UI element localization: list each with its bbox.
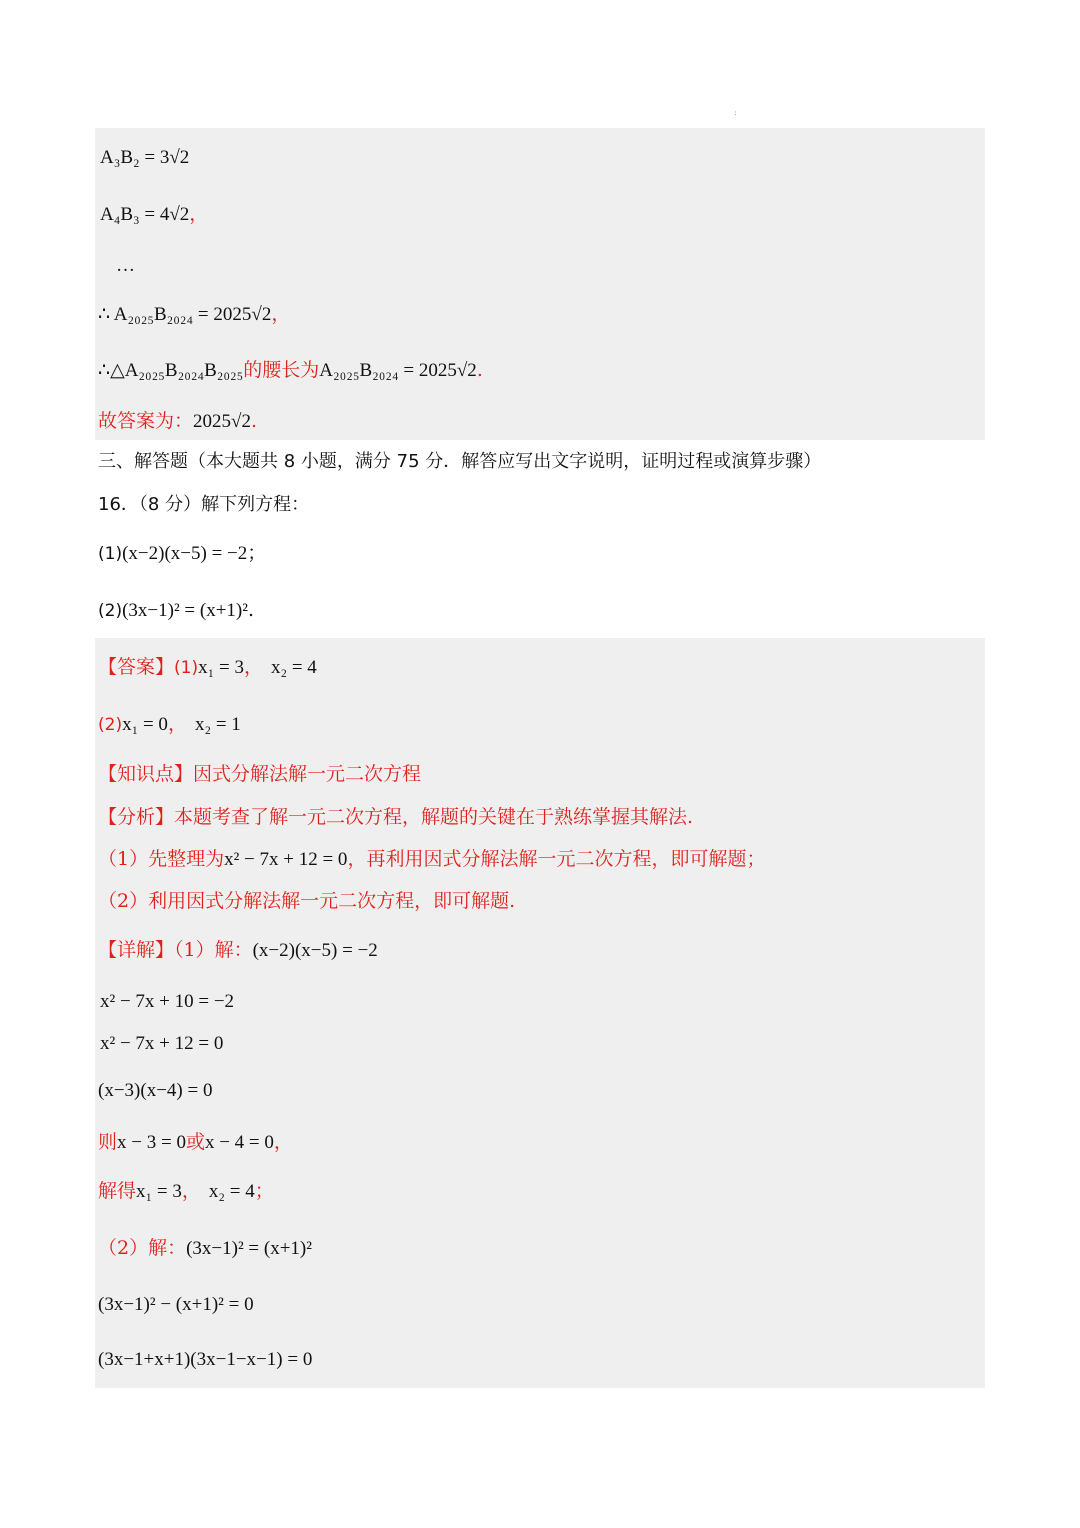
comma: ， [243, 656, 263, 678]
step-solution-pre: 解得 [98, 1180, 137, 1202]
question-16: 16．（8 分）解下列方程： [98, 494, 310, 515]
semicolon: ； [254, 1180, 274, 1202]
period: . [250, 410, 257, 432]
answer-x2: x₂ = 4 [270, 657, 317, 678]
solution-box-continued [95, 128, 985, 440]
step-rearrange: x² − 7x + 12 = 0 [100, 1033, 224, 1054]
analysis-step-2: （2）利用因式分解法解一元二次方程，即可解题. [98, 890, 516, 912]
leg-length-equation: A₂₀₂₅B₂₀₂₄ = 2025√2 [319, 360, 477, 381]
equation-a3b2: A₃B₂ = 3√2 [100, 147, 190, 168]
step-solution-x2: x₂ = 4 [208, 1181, 255, 1202]
answer-part1-label: (1) [174, 658, 199, 678]
answer-x1: x₁ = 3 [198, 657, 244, 678]
answer-part2-label: (2) [98, 715, 123, 735]
period: . [476, 359, 483, 381]
step-factor-2: (3x−1+x+1)(3x−1−x−1) = 0 [98, 1349, 313, 1370]
detail-part1-equation: (x−2)(x−5) = −2 [252, 940, 378, 961]
step-zero-product-or: 或 [185, 1131, 205, 1153]
equation-a4b3: A₄B₃ = 4√2 [100, 204, 190, 225]
analysis-step-1-post: ，再利用因式分解法解一元二次方程，即可解题； [347, 848, 766, 870]
analysis-step-1-equation: x² − 7x + 12 = 0 [224, 849, 348, 870]
equation-a2025b2024-line [98, 301, 290, 328]
ellipsis: … [116, 255, 135, 276]
comma: ， [273, 1131, 293, 1153]
question-16-part1 [98, 540, 266, 567]
analysis-tag: 【分析】 [98, 806, 175, 828]
equation-a2025b2024: ∴ A₂₀₂₅B₂₀₂₄ = 2025√2 [98, 304, 272, 325]
detail-tag: 【详解】 [98, 939, 175, 961]
final-answer-value: 2025√2 [193, 411, 251, 432]
answer-line-2 [98, 711, 241, 738]
step-difference-squares: (3x−1)² − (x+1)² = 0 [98, 1294, 254, 1315]
step-zero-product-b: x − 4 = 0 [204, 1132, 274, 1153]
step-zero-product [98, 1129, 293, 1156]
analysis-line [98, 804, 693, 830]
analysis-text: 本题考查了解一元二次方程，解题的关键在于熟练掌握其解法. [174, 806, 694, 828]
semicolon: ； [247, 542, 267, 564]
analysis-step-1-pre: （1）先整理为 [98, 848, 225, 870]
comma: ， [167, 713, 187, 735]
part1-label: (1) [98, 544, 123, 564]
header-mark: : [734, 108, 737, 117]
comma: ， [181, 1180, 201, 1202]
answer-tag: 【答案】 [98, 656, 175, 678]
step-expand: x² − 7x + 10 = −2 [100, 991, 235, 1012]
final-answer-line [98, 408, 257, 435]
step-solution-x1: x₁ = 3 [136, 1181, 182, 1202]
knowledge-point-tag: 【知识点】 [98, 763, 194, 785]
detail-line-2 [98, 1235, 312, 1262]
detail-line-1 [98, 937, 378, 964]
leg-length-line [98, 357, 483, 384]
equation-a4b3-line [100, 201, 208, 228]
knowledge-point-line [98, 761, 421, 787]
triangle-name: ∴△A₂₀₂₅B₂₀₂₄B₂₀₂₅ [98, 360, 244, 381]
detail-part2-equation: (3x−1)² = (x+1)² [186, 1238, 312, 1259]
detail-part1-label: （1）解： [174, 939, 253, 961]
answer-line-1 [98, 654, 317, 681]
answer-x2: x₂ = 1 [194, 714, 241, 735]
step-solution [98, 1178, 274, 1205]
detail-part2-label: （2）解： [98, 1237, 187, 1259]
step-zero-product-pre: 则 [98, 1131, 118, 1153]
step-zero-product-a: x − 3 = 0 [117, 1132, 186, 1153]
comma: ， [189, 203, 209, 225]
knowledge-point-text: 因式分解法解一元二次方程 [193, 763, 422, 785]
analysis-step-1 [98, 846, 765, 873]
step-factor: (x−3)(x−4) = 0 [98, 1080, 213, 1101]
leg-length-text: 的腰长为 [243, 359, 320, 381]
part2-equation: (3x−1)² = (x+1)² [122, 600, 248, 621]
part2-label: (2) [98, 601, 123, 621]
answer-x1: x₁ = 0 [122, 714, 168, 735]
final-answer-label: 故答案为： [98, 410, 194, 432]
part1-equation: (x−2)(x−5) = −2 [122, 543, 248, 564]
question-16-part2 [98, 597, 254, 624]
comma: ， [271, 303, 291, 325]
period: . [247, 599, 254, 621]
section-heading: 三、解答题（本大题共 8 小题，满分 75 分．解答应写出文字说明，证明过程或演算步骤） [98, 451, 822, 472]
